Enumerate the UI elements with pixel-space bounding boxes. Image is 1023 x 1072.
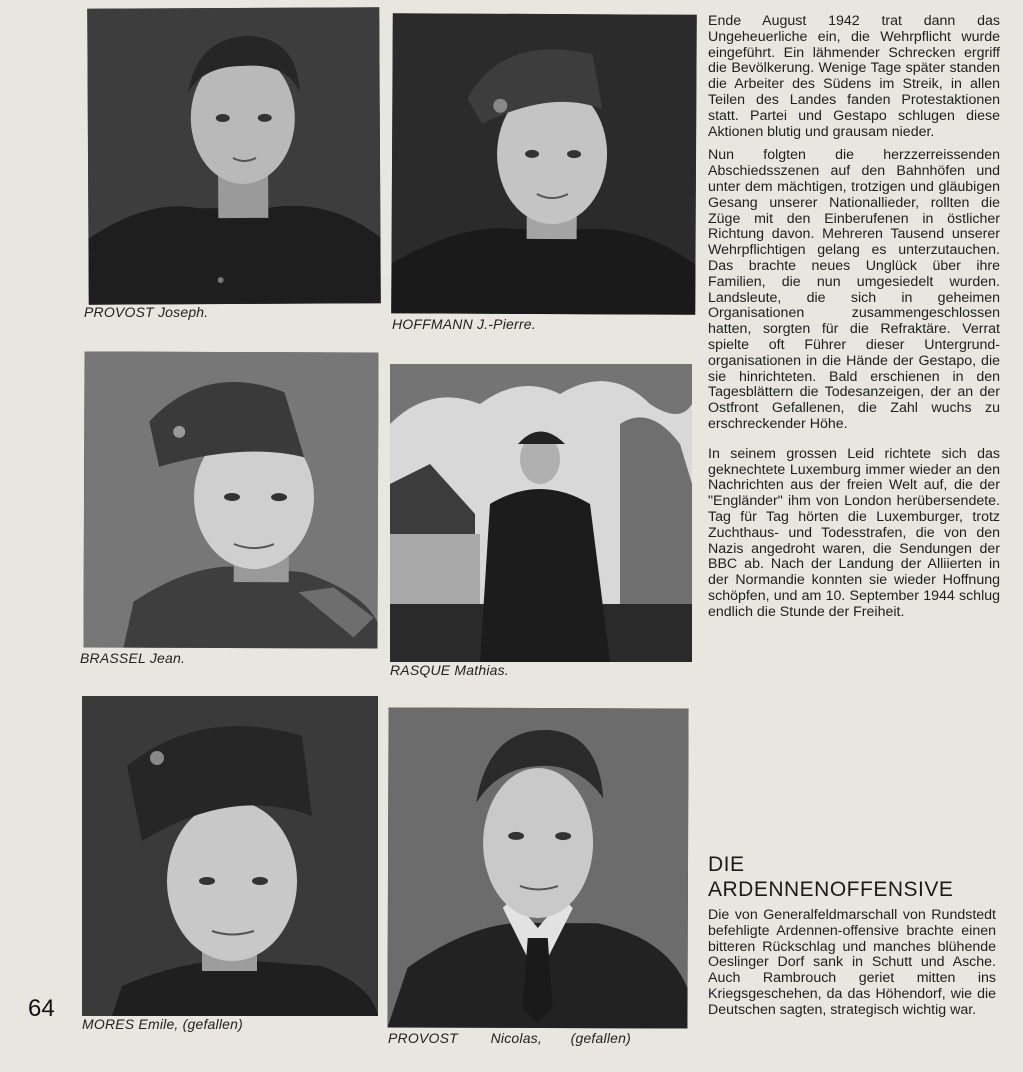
portrait-photo-provost-joseph [87, 7, 381, 305]
ardennenoffensive-paragraph [708, 908, 996, 1027]
photo-caption: BRASSEL Jean. [80, 650, 186, 666]
portrait-photo-rasque-mathias [390, 364, 692, 662]
heading-line: DIE [708, 853, 745, 876]
page-number: 64 [28, 995, 55, 1022]
photo-caption: MORES Emile, (gefallen) [82, 1016, 243, 1032]
paragraph: Die von Generalfeldmarschall von Rundstedt befehligte Ardennen-offensive brachte einen bitteren Rückschlag und manches blühende Oeslinger Dorf sank in Schutt und Asche. Auch Rambrouch geriet mitten ins Kriegsgeschehen, da das Höhendorf, wie die Deutschen sagten, strategisch wichtig war. [708, 907, 996, 1018]
photo-caption: RASQUE Mathias. [390, 662, 509, 678]
section-heading [708, 852, 1008, 902]
paragraph: In seinem grossen Leid richtete sich das geknechtete Luxemburg immer wieder an den Nachrichten aus der freien Welt auf, die der "Engländer" ihm von London herübersendete. Tag für Tag hörten die Luxemburger, trotz Zuchthaus- und Todesstrafen, die von den Nazis angedroht waren, die Sendungen der BBC ab. Nach der Landung der Alliierten in der Normandie konnten sie wieder Hoffnung schöpfen, und am 10. September 1944 schlug endlich die Stunde der Freiheit. [708, 445, 1000, 620]
portrait-photo-provost-nicolas [387, 707, 688, 1028]
paragraph: Nun folgten die herzzerreissenden Abschiedsszenen auf den Bahnhöfen und unter dem mächtigen, trotzigen und gläubigen Gesang unserer Nationallieder, rollten die Züge mit den Einberufenen in östlicher Richtung davon. Mehreren Tausend unserer Wehrpflichtigen gelang es unterzutauchen. Das brachte neues Unglück über ihre Familien, die nun umgesiedelt wurden. Landsleute, die sich in geheimen Organisationen zusammengeschlossen hatten, sorgten für die Refraktäre. Verrat spielte oft Führer dieser Untergrund-organisationen in die Hände der Gestapo, die sie hinrichteten. Bald erschienen in den Tagesblättern die Todesanzeigen, der an der Ostfront Gefallenen, die Zahl wuchs zu erschreckender Höhe. [708, 147, 1000, 432]
paragraph: Ende August 1942 trat dann das Ungeheuerliche ein, die Wehrpflicht wurde eingeführt. Ein lähmender Schrecken ergriff die Bevölkerung. Wenige Tage später standen die Arbeiter des Südens im Streik, in allen Teilen des Landes fanden Protestaktionen statt. Partei und Gestapo schlugen diese Aktionen blutig und grausam nieder. [708, 13, 1000, 140]
body-text-column [708, 14, 1000, 628]
photo-caption: PROVOST Nicolas, (gefallen) [388, 1030, 631, 1046]
heading-line: ARDENNENOFFENSIVE [708, 878, 954, 901]
photo-caption: HOFFMANN J.-Pierre. [392, 316, 536, 332]
portrait-photo-hoffmann-jean-pierre [391, 13, 697, 315]
photo-caption: PROVOST Joseph. [84, 304, 209, 320]
portrait-photo-mores-emile [82, 696, 378, 1016]
portrait-photo-brassel-jean [83, 351, 378, 648]
